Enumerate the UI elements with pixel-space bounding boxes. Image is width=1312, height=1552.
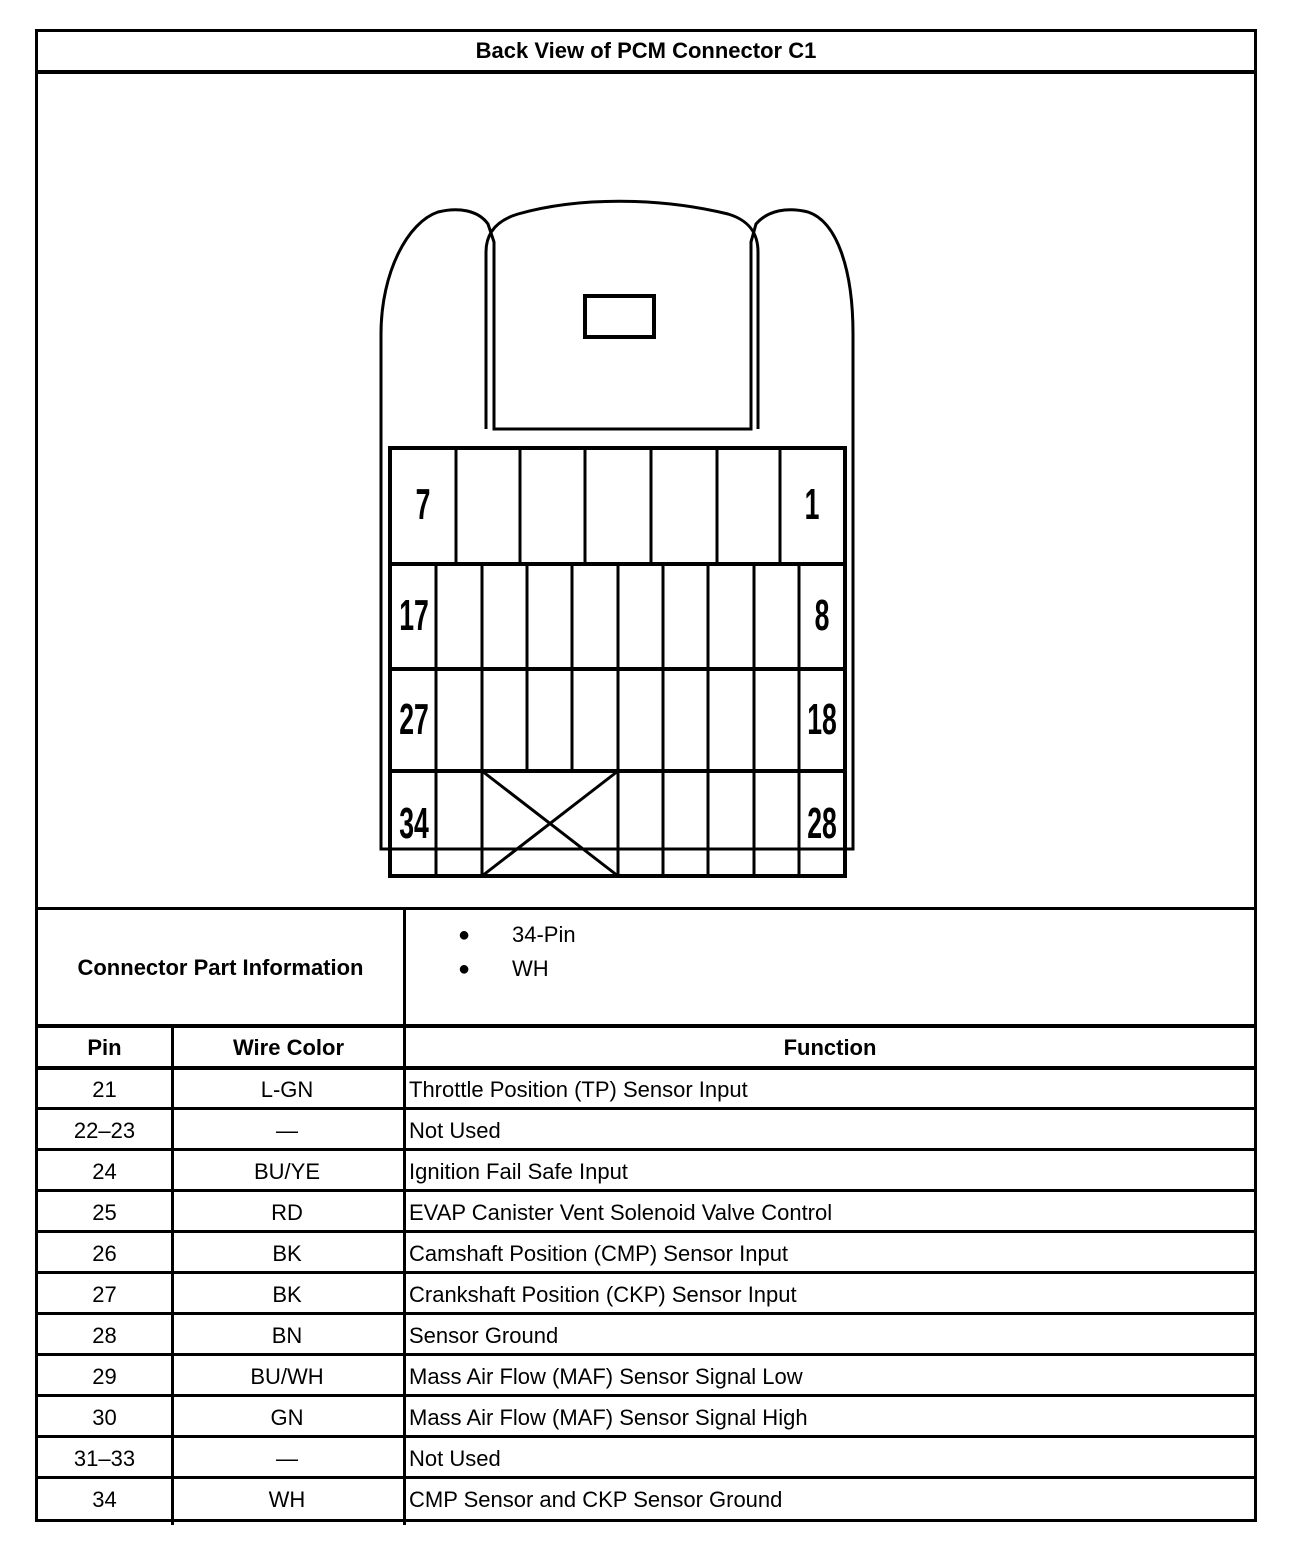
table-row	[38, 1233, 1254, 1274]
function-cell: Throttle Position (TP) Sensor Input	[409, 1077, 748, 1102]
pin-label-28: 28	[807, 798, 837, 848]
table-row	[38, 1438, 1254, 1479]
function-cell: Mass Air Flow (MAF) Sensor Signal Low	[409, 1364, 803, 1389]
table-row	[38, 1110, 1254, 1151]
wire-color-cell: BK	[272, 1282, 302, 1307]
function-cell: Sensor Ground	[409, 1323, 559, 1348]
connector-part-info-label: Connector Part Information	[77, 954, 364, 980]
table-row	[38, 1479, 1254, 1520]
function-cell: CMP Sensor and CKP Sensor Ground	[409, 1487, 783, 1512]
pin-cell: 24	[92, 1159, 117, 1184]
wire-color-cell: —	[276, 1118, 298, 1143]
connector-latch	[486, 201, 758, 429]
page-title: Back View of PCM Connector C1	[475, 38, 817, 63]
list-item: ● 34-Pin	[458, 918, 576, 952]
pin-cell: 29	[92, 1364, 117, 1389]
table-row	[38, 1356, 1254, 1397]
pin-cell: 25	[92, 1200, 117, 1225]
wire-color-cell: GN	[270, 1405, 304, 1430]
function-cell: Crankshaft Position (CKP) Sensor Input	[409, 1282, 797, 1307]
wire-color-cell: BN	[271, 1323, 303, 1348]
pin-cell: 27	[92, 1282, 117, 1307]
table-row	[38, 1397, 1254, 1438]
pin-label-1: 1	[804, 479, 820, 529]
pin-cell: 21	[92, 1077, 117, 1102]
pin-label-7: 7	[415, 479, 431, 529]
wire-color-cell: BU/YE	[253, 1159, 321, 1184]
wire-color-cell: L-GN	[260, 1077, 314, 1102]
header-pin: Pin	[87, 1035, 122, 1060]
table-row	[38, 1069, 1254, 1110]
header-wire-color: Wire Color	[232, 1035, 345, 1060]
wire-color-cell: BU/WH	[250, 1364, 324, 1389]
wire-color-cell: WH	[268, 1487, 306, 1512]
pin-label-34: 34	[399, 798, 429, 848]
function-cell: Not Used	[409, 1446, 501, 1471]
function-cell: Mass Air Flow (MAF) Sensor Signal High	[409, 1405, 808, 1430]
pin-cell: 26	[92, 1241, 117, 1266]
pin-cell: 28	[92, 1323, 117, 1348]
connector-document	[35, 29, 1257, 1522]
list-item: ● WH	[458, 952, 576, 986]
latch-window	[585, 296, 654, 337]
connector-part-info-list	[458, 918, 576, 986]
table-row	[38, 1274, 1254, 1315]
table-row	[38, 1151, 1254, 1192]
function-cell: EVAP Canister Vent Solenoid Valve Control	[409, 1200, 833, 1225]
pin-label-27: 27	[399, 694, 429, 744]
pin-cell: 22–23	[73, 1118, 136, 1143]
pin-cell: 34	[92, 1487, 117, 1512]
header-function: Function	[783, 1035, 877, 1060]
wire-color-cell: BK	[272, 1241, 302, 1266]
function-cell: Camshaft Position (CMP) Sensor Input	[409, 1241, 789, 1266]
wire-color-cell: —	[276, 1446, 298, 1471]
pin-label-8: 8	[814, 590, 830, 640]
pin-label-17: 17	[399, 590, 429, 640]
bullet-icon: ●	[458, 924, 471, 946]
pin-label-18: 18	[807, 694, 837, 744]
connector-face-diagram	[38, 72, 1254, 912]
table-row	[38, 1192, 1254, 1233]
wire-color-cell: RD	[271, 1200, 303, 1225]
table-row	[38, 1315, 1254, 1356]
pin-cell: 30	[92, 1405, 117, 1430]
function-cell: Ignition Fail Safe Input	[409, 1159, 628, 1184]
pin-cell: 31–33	[73, 1446, 136, 1471]
bullet-icon: ●	[458, 958, 471, 980]
function-cell: Not Used	[409, 1118, 501, 1143]
